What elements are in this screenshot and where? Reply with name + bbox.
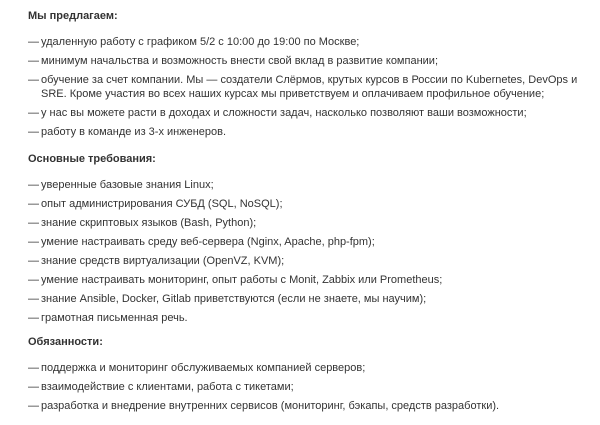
list-item: — знание Ansible, Docker, Gitlab приветствуются (если не знаете, мы научим); bbox=[28, 293, 427, 305]
bullet-dash: — bbox=[28, 55, 39, 67]
bullet-dash: — bbox=[28, 217, 39, 229]
duties-list bbox=[28, 361, 594, 413]
section-heading: Обязанности: bbox=[28, 336, 103, 348]
list-item: — умение настраивать мониторинг, опыт работы с Monit, Zabbix или Prometheus; bbox=[28, 274, 443, 286]
list-item: — минимум начальства и возможность внести свой вклад в развитие компании; bbox=[28, 55, 438, 67]
list-item: — работу в команде из 3-х инженеров. bbox=[28, 126, 227, 138]
bullet-dash: — bbox=[28, 362, 39, 374]
list-item: — разработка и внедрение внутренних сервисов (мониторинг, бэкапы, средств разработки). bbox=[28, 400, 500, 412]
bullet-dash: — bbox=[28, 255, 39, 267]
list-item: — опыт администрирования СУБД (SQL, NoSQL); bbox=[28, 198, 283, 210]
list-item: — удаленную работу с графиком 5/2 с 10:00 до 19:00 по Москве; bbox=[28, 36, 360, 48]
list-item: — уверенные базовые знания Linux; bbox=[28, 179, 214, 191]
bullet-dash: — bbox=[28, 126, 39, 138]
list-item: — умение настраивать среду веб-сервера (Nginx, Apache, php-fpm); bbox=[28, 236, 375, 248]
list-item: — грамотная письменная речь. bbox=[28, 312, 188, 324]
list-item: — поддержка и мониторинг обслуживаемых компанией серверов; bbox=[28, 362, 366, 374]
section-offer bbox=[28, 9, 594, 139]
bullet-dash: — bbox=[28, 381, 39, 393]
section-heading: Мы предлагаем: bbox=[28, 10, 118, 22]
bullet-dash: — bbox=[28, 274, 39, 286]
bullet-dash: — bbox=[28, 36, 39, 48]
offer-list bbox=[28, 35, 594, 139]
list-item: — взаимодействие с клиентами, работа с тикетами; bbox=[28, 381, 294, 393]
bullet-dash: — bbox=[28, 107, 39, 119]
section-duties bbox=[28, 335, 594, 413]
section-heading: Основные требования: bbox=[28, 153, 156, 165]
list-item: — обучение за счет компании. Мы — создатели Слёрмов, крутых курсов в России по Kubernetes, DevOps и SRE. Кроме участия во всех наших курсах мы приветствуем и оплачиваем профильное обучение; bbox=[28, 74, 578, 100]
bullet-dash: — bbox=[28, 312, 39, 324]
bullet-dash: — bbox=[28, 400, 39, 412]
bullet-dash: — bbox=[28, 198, 39, 210]
bullet-dash: — bbox=[28, 236, 39, 248]
bullet-dash: — bbox=[28, 293, 39, 305]
bullet-dash: — bbox=[28, 179, 39, 191]
requirements-list bbox=[28, 178, 594, 325]
list-item: — знание скриптовых языков (Bash, Python); bbox=[28, 217, 257, 229]
section-requirements bbox=[28, 152, 594, 325]
bullet-dash: — bbox=[28, 74, 39, 86]
list-item: — знание средств виртуализации (OpenVZ, KVM); bbox=[28, 255, 285, 267]
list-item: — у нас вы можете расти в доходах и сложности задач, насколько позволяют ваши возможности; bbox=[28, 107, 527, 119]
